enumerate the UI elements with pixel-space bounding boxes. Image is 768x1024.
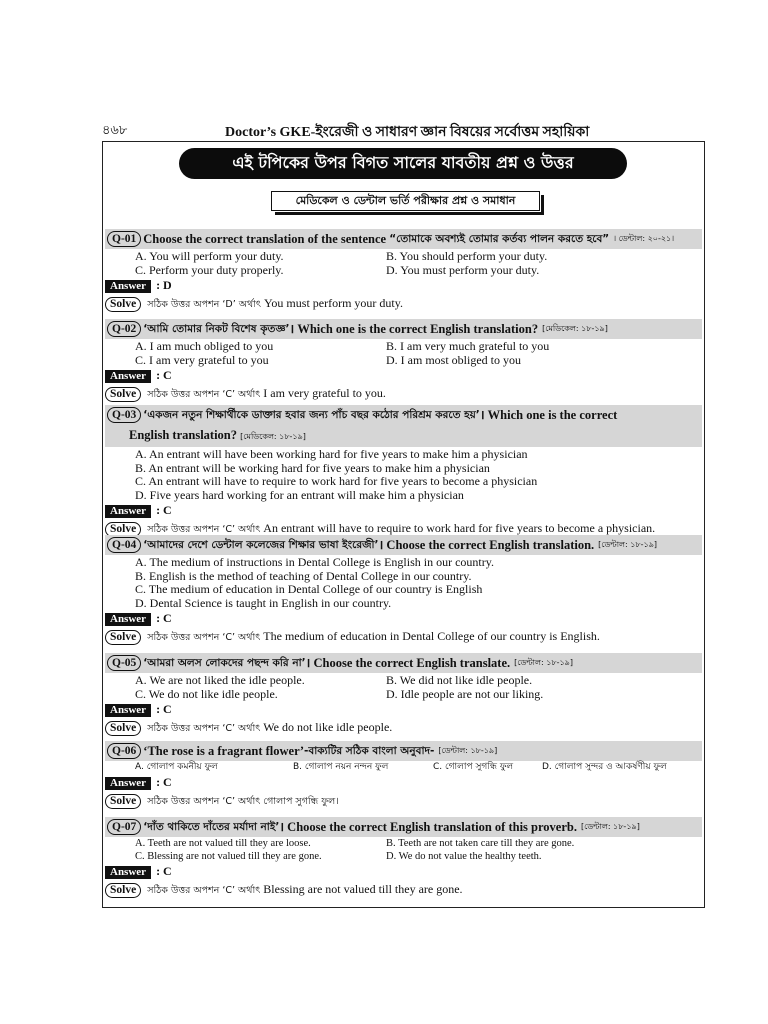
answer-label: Answer bbox=[105, 613, 151, 626]
running-title: Doctor’s GKE-ইংরেজী ও সাধারণ জ্ঞান বিষয়ের সর্বোত্তম সহায়িকা bbox=[225, 125, 590, 140]
question-text-bangla: ‘আমাদের দেশে ডেন্টাল কলেজের শিক্ষার ভাষা ইংরেজী’ bbox=[143, 539, 379, 551]
solve-text: We do not like idle people. bbox=[263, 720, 393, 734]
option-c: C. গোলাপ সুগন্ধি ফুল bbox=[433, 762, 514, 772]
option-a: A. গোলাপ কমনীয় ফুল bbox=[135, 762, 218, 772]
option-a: A. We are not liked the idle people. bbox=[135, 673, 305, 687]
option-d: D. Five years hard working for an entrant will make him a physician bbox=[135, 487, 464, 502]
option-d: D. Dental Science is taught in English in our country. bbox=[135, 595, 392, 610]
answer-row bbox=[105, 702, 702, 717]
question-source: [মেডিকেল: ১৮-১৯] bbox=[240, 432, 306, 441]
sub-banner: মেডিকেল ও ডেন্টাল ভর্তি পরীক্ষার প্রশ্ন ও সমাধান bbox=[271, 191, 540, 211]
question-block-q06 bbox=[105, 741, 702, 809]
question-source: [মেডিকেল: ১৮-১৯] bbox=[542, 324, 608, 333]
solve-row bbox=[105, 386, 702, 402]
option-a: A. An entrant will have been working hard for five years to make him a physician bbox=[135, 447, 528, 461]
question-text-bangla: ‘একজন নতুন শিক্ষার্থীকে ডাক্তার হবার জন্য পাঁচ বছর কঠোর পরিশ্রম করতে হয়’ bbox=[143, 409, 480, 421]
solve-text-bangla: সঠিক উত্তর অপশন ‘C’ অর্থাৎ bbox=[147, 524, 261, 535]
option-d: D. গোলাপ সুন্দর ও আকর্ষণীয় ফুল bbox=[542, 762, 667, 772]
question-text: Choose the correct translation of the sentence bbox=[143, 232, 387, 246]
question-text: । Choose the correct English translation of this proverb. bbox=[279, 820, 577, 834]
question-bar bbox=[105, 653, 702, 673]
solve-text: Blessing are not valued till they are gone. bbox=[263, 882, 463, 896]
question-bar bbox=[105, 817, 702, 837]
answer-label: Answer bbox=[105, 704, 151, 717]
option-b: B. গোলাপ নয়ন নন্দন ফুল bbox=[293, 762, 389, 772]
answer-row bbox=[105, 611, 702, 626]
option-c: C. I am very grateful to you bbox=[135, 352, 269, 367]
question-source: [ডেন্টাল: ১৮-১৯] bbox=[580, 822, 640, 831]
option-a: A. You will perform your duty. bbox=[135, 249, 284, 263]
question-text: ‘The rose is a fragrant flower’ bbox=[143, 744, 304, 758]
option-b: B. English is the method of teaching of Dental College in our country. bbox=[135, 568, 472, 583]
solve-row bbox=[105, 720, 702, 736]
question-bar bbox=[105, 405, 702, 425]
solve-text-bangla: সঠিক উত্তর অপশন ‘C’ অর্থাৎ bbox=[147, 885, 261, 896]
question-block-q07 bbox=[105, 817, 702, 898]
answer-value: : C bbox=[156, 864, 172, 878]
question-text-continued: English translation? bbox=[129, 428, 238, 442]
solve-label: Solve bbox=[105, 883, 141, 898]
solve-row bbox=[105, 296, 702, 312]
answer-row bbox=[105, 368, 702, 383]
question-block-q03 bbox=[105, 405, 702, 537]
question-text: । Choose the correct English translation. bbox=[378, 538, 595, 552]
option-list bbox=[105, 340, 702, 367]
solve-row bbox=[105, 793, 702, 809]
question-tag: Q-05 bbox=[107, 655, 141, 671]
solve-text: I am very grateful to you. bbox=[263, 386, 386, 400]
question-block-q05 bbox=[105, 653, 702, 736]
answer-row bbox=[105, 864, 702, 879]
question-bar bbox=[105, 229, 702, 249]
option-list bbox=[105, 556, 702, 610]
answer-value: : C bbox=[156, 611, 172, 625]
question-bar bbox=[105, 741, 702, 761]
question-block-q02 bbox=[105, 319, 702, 402]
option-list bbox=[105, 674, 702, 701]
solve-text-bangla: সঠিক উত্তর অপশন ‘C’ অর্থাৎ গোলাপ সুগন্ধি ফুল। bbox=[147, 796, 339, 807]
option-d: D. Idle people are not our liking. bbox=[386, 686, 544, 701]
question-tag: Q-03 bbox=[107, 407, 141, 423]
answer-value: : C bbox=[156, 775, 172, 789]
question-block-q01 bbox=[105, 229, 702, 312]
answer-value: : C bbox=[156, 503, 172, 517]
option-c: C. The medium of education in Dental College of our country is English bbox=[135, 582, 483, 596]
solve-text-bangla: সঠিক উত্তর অপশন ‘D’ অর্থাৎ bbox=[147, 299, 261, 310]
solve-row bbox=[105, 629, 702, 645]
question-text: । Which one is the correct English translation? bbox=[289, 322, 539, 336]
solve-text-bangla: সঠিক উত্তর অপশন ‘C’ অর্থাৎ bbox=[147, 632, 261, 643]
option-b: B. We did not like idle people. bbox=[386, 673, 533, 687]
option-list bbox=[105, 250, 702, 277]
solve-label: Solve bbox=[105, 721, 141, 736]
question-source: [ডেন্টাল: ১৮-১৯] bbox=[438, 746, 498, 755]
answer-label: Answer bbox=[105, 866, 151, 879]
question-tag: Q-01 bbox=[107, 231, 141, 247]
page-number: ৪৬৮ bbox=[102, 122, 128, 137]
question-text-bangla: ‘আমি তোমার নিকট বিশেষ কৃতজ্ঞ’ bbox=[143, 323, 290, 335]
solve-text: An entrant will have to require to work hard for five years to become a physician. bbox=[263, 521, 656, 535]
question-text-bangla: “তোমাকে অবশ্যই তোমার কর্তব্য পালন করতে হবে” bbox=[389, 233, 610, 245]
question-source: । ডেন্টাল: ২০-২১। bbox=[613, 234, 675, 243]
solve-row bbox=[105, 882, 702, 898]
answer-value: : C bbox=[156, 702, 172, 716]
solve-label: Solve bbox=[105, 794, 141, 809]
question-source: [ডেন্টাল: ১৮-১৯] bbox=[514, 658, 573, 667]
answer-label: Answer bbox=[105, 777, 151, 790]
question-text-bangla: ‘আমরা অলস লোকদের পছন্দ করি না’ bbox=[143, 657, 306, 669]
section-banner: এই টপিকের উপর বিগত সালের যাবতীয় প্রশ্ন ও উত্তর bbox=[179, 148, 627, 179]
option-a: A. The medium of instructions in Dental College is English in our country. bbox=[135, 555, 494, 569]
question-tag: Q-04 bbox=[107, 537, 141, 553]
answer-value: : D bbox=[156, 278, 172, 292]
solve-text: You must perform your duty. bbox=[263, 296, 403, 310]
option-d: D. You must perform your duty. bbox=[386, 262, 540, 277]
option-c: C. Perform your duty properly. bbox=[135, 262, 284, 277]
answer-value: : C bbox=[156, 368, 172, 382]
option-b: B. I am very much grateful to you bbox=[386, 339, 550, 353]
solve-text-bangla: সঠিক উত্তর অপশন ‘C’ অর্থাৎ bbox=[147, 723, 261, 734]
question-bar-line2 bbox=[105, 425, 702, 447]
question-block-q04 bbox=[105, 535, 702, 645]
option-list bbox=[105, 761, 702, 774]
question-tag: Q-06 bbox=[107, 743, 141, 759]
option-list bbox=[105, 448, 702, 502]
solve-text: The medium of education in Dental College of our country is English. bbox=[263, 629, 600, 643]
question-bar bbox=[105, 535, 702, 555]
option-c: C. An entrant will have to require to work hard for five years to become a physician bbox=[135, 474, 538, 488]
option-list bbox=[105, 838, 702, 863]
question-source: [ডেন্টাল: ১৮-১৯] bbox=[598, 540, 658, 549]
answer-row bbox=[105, 278, 702, 293]
question-bar bbox=[105, 319, 702, 339]
solve-label: Solve bbox=[105, 522, 141, 537]
option-b: B. Teeth are not taken care till they are gone. bbox=[386, 838, 575, 849]
question-text-bangla: -বাক্যটির সঠিক বাংলা অনুবাদ- bbox=[304, 745, 435, 757]
option-b: B. An entrant will be working hard for five years to make him a physician bbox=[135, 460, 490, 475]
solve-label: Solve bbox=[105, 297, 141, 312]
page-header bbox=[102, 121, 707, 139]
solve-label: Solve bbox=[105, 387, 141, 402]
option-b: B. You should perform your duty. bbox=[386, 249, 548, 263]
question-text: । Which one is the correct bbox=[479, 408, 618, 422]
answer-row bbox=[105, 775, 702, 790]
answer-row bbox=[105, 503, 702, 518]
question-text-bangla: ‘দাঁত থাকিতে দাঁতের মর্যাদা নাই’ bbox=[143, 821, 280, 833]
solve-text-bangla: সঠিক উত্তর অপশন ‘C’ অর্থাৎ bbox=[147, 389, 261, 400]
answer-label: Answer bbox=[105, 505, 151, 518]
option-d: D. I am most obliged to you bbox=[386, 352, 521, 367]
question-text: । Choose the correct English translate. bbox=[305, 656, 511, 670]
question-tag: Q-07 bbox=[107, 819, 141, 835]
option-d: D. We do not value the healthy teeth. bbox=[386, 850, 542, 862]
option-c: C. We do not like idle people. bbox=[135, 686, 278, 701]
question-tag: Q-02 bbox=[107, 321, 141, 337]
answer-label: Answer bbox=[105, 280, 151, 293]
answer-label: Answer bbox=[105, 370, 151, 383]
option-c: C. Blessing are not valued till they are gone. bbox=[135, 850, 322, 862]
option-a: A. I am much obliged to you bbox=[135, 339, 274, 353]
option-a: A. Teeth are not valued till they are loose. bbox=[135, 838, 311, 849]
solve-label: Solve bbox=[105, 630, 141, 645]
